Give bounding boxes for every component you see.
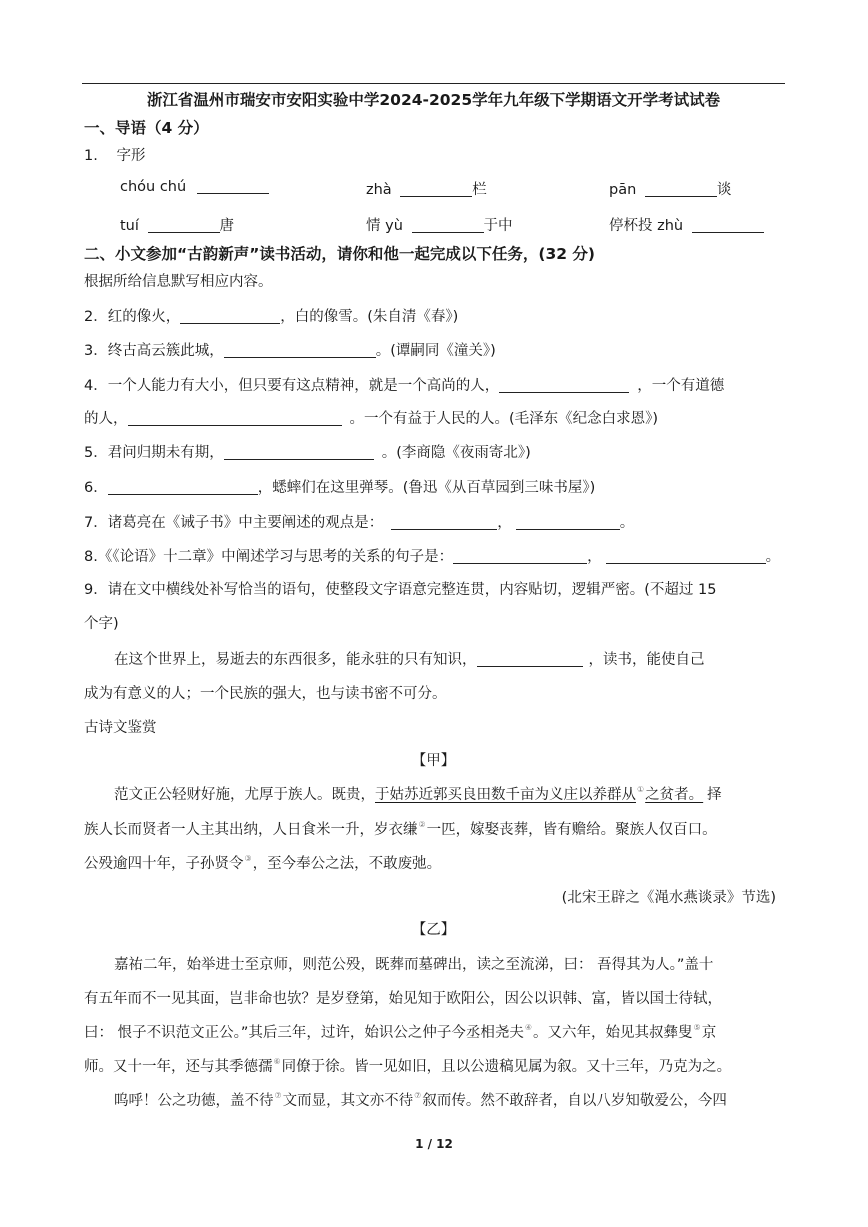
answer-blank[interactable]	[128, 410, 342, 426]
footnote-marker: ①	[637, 785, 645, 794]
q9-passage-mid: ，读书，能使自己	[588, 652, 705, 668]
yi-text: 京	[701, 1025, 717, 1041]
exam-title: 浙江省温州市瑞安市安阳实验中学2024-2025学年九年级下学期语文开学考试试卷	[146, 91, 721, 109]
q7-line	[84, 511, 634, 532]
yi-text: 师。又十一年，还与其季德孺	[84, 1059, 273, 1075]
yi-text: 呜呼！公之功德，盖不待	[114, 1093, 274, 1109]
answer-blank[interactable]	[453, 548, 587, 564]
q2-text: 2．红的像火，	[84, 309, 181, 325]
answer-blank[interactable]	[412, 217, 484, 233]
jia-text: 公殁逾四十年，子孙贤令	[84, 856, 244, 872]
yi-text: 文而显，其文亦不待	[282, 1093, 414, 1109]
pinyin-suffix: 于中	[483, 218, 513, 234]
q9-passage-1	[114, 648, 705, 669]
yi-label: 【乙】	[411, 922, 456, 938]
answer-blank[interactable]	[499, 377, 629, 393]
jia-text: 范文正公轻财好施，尤厚于族人。既贵，	[114, 787, 375, 803]
q7-sep: ，	[497, 515, 512, 531]
section-2-heading: 二、小文参加“古韵新声”读书活动，请你和他一起完成以下任务，(32 分)	[84, 245, 596, 263]
poetry-heading: 古诗文鉴赏	[84, 720, 157, 736]
q9-line-1: 9．请在文中横线处补写恰当的语句，使整段文字语意完整连贯，内容贴切，逻辑严密。(不超过 15	[84, 582, 717, 598]
jia-line-2	[84, 818, 717, 839]
answer-blank[interactable]	[391, 514, 497, 530]
q6-text: 6．	[84, 480, 108, 496]
pinyin-text: pān	[609, 182, 637, 198]
answer-blank[interactable]	[645, 181, 717, 197]
q6-text-end: ，蟋蟀们在这里弹琴。(鲁迅《从百草园到三味书屋》)	[257, 480, 596, 496]
yi-text: 。又六年，始见其叔彝叟	[533, 1025, 693, 1041]
q4-text: 4．一个人能力有大小，但只要有这点精神，就是一个高尚的人，	[84, 378, 500, 394]
q1-label: 字形	[116, 148, 146, 164]
q5-text: 5．君问归期未有期，	[84, 445, 224, 461]
jia-text: 族人长而贤者一人主其出纳，人日食米一升，岁衣缣	[84, 822, 418, 838]
q8-end: 。	[765, 549, 781, 565]
q9-line-2: 个字)	[84, 616, 119, 632]
section-2-intro: 根据所给信息默写相应内容。	[84, 274, 273, 290]
jia-source: (北宋王辟之《渑水燕谈录》节选)	[561, 890, 776, 906]
jia-line-3	[84, 852, 441, 873]
footnote-marker: ⑥	[273, 1057, 281, 1066]
pinyin-r2c3	[609, 214, 764, 235]
jia-text: 择	[707, 787, 722, 803]
pinyin-r2c1	[120, 214, 234, 235]
answer-blank[interactable]	[224, 342, 376, 358]
q7-text: 7．诸葛亮在《诫子书》中主要阐述的观点是：	[84, 515, 384, 531]
pinyin-r1c2	[366, 178, 487, 199]
q8-line	[84, 545, 780, 566]
pinyin-text: 停杯投 zhù	[609, 218, 684, 234]
pinyin-r1c3	[609, 178, 731, 199]
footnote-marker: ④	[524, 1023, 533, 1032]
pinyin-text: 情 yù	[366, 218, 403, 234]
pinyin-r2c2	[366, 214, 513, 235]
jia-underlined: 于姑苏近郭买良田数千亩为义庄以养群从	[375, 787, 636, 803]
yi-text: 同僚于徐。皆一见如旧，且以公遗稿见属为叙。又十三年，乃克为之。	[281, 1059, 732, 1075]
q3-text: 3．终古高云簇此城，	[84, 343, 224, 359]
jia-label: 【甲】	[411, 753, 456, 769]
pinyin-suffix: 谈	[716, 182, 732, 198]
yi-text: 曰： 恨子不识范文正公。”其后三年，过许，始识公之仲子今丞相尧夫	[84, 1025, 524, 1041]
pinyin-suffix: 栏	[472, 182, 487, 198]
pinyin-text: tuí	[120, 218, 139, 234]
answer-blank[interactable]	[692, 217, 764, 233]
q2-line	[84, 305, 458, 326]
jia-text: ，至今奉公之法，不敢废弛。	[252, 856, 442, 872]
footnote-marker: ⑦	[274, 1091, 282, 1100]
answer-blank[interactable]	[148, 217, 220, 233]
section-1-heading: 一、导语（4 分）	[84, 119, 209, 137]
pinyin-text: zhà	[366, 182, 392, 198]
q4-text-cont: 的人，	[84, 411, 128, 427]
answer-blank[interactable]	[516, 514, 620, 530]
header-rule	[82, 83, 785, 84]
q5-text-end: 。(李商隐《夜雨寄北》)	[381, 445, 531, 461]
yi-line-2: 有五年而不一见其面，岂非命也欤？是岁登第，始见知于欧阳公，因公以识韩、富，皆以国士待轼，	[84, 991, 722, 1007]
pinyin-r1c1	[120, 178, 269, 195]
q3-line	[84, 339, 496, 360]
q8-sep: ，	[587, 549, 602, 565]
answer-blank[interactable]	[224, 444, 374, 460]
answer-blank[interactable]	[400, 181, 472, 197]
answer-blank[interactable]	[606, 548, 766, 564]
q7-end: 。	[619, 515, 635, 531]
q4-line-1	[84, 374, 724, 395]
q4-line-2	[84, 407, 658, 428]
answer-blank[interactable]	[477, 651, 583, 667]
q2-text-end: ，白的像雪。(朱自清《春》)	[280, 309, 459, 325]
q9-passage-text: 在这个世界上，易逝去的东西很多，能永驻的只有知识，	[114, 652, 477, 668]
footnote-marker: ②	[418, 820, 426, 829]
pinyin-suffix: 唐	[219, 218, 235, 234]
yi-line-5	[114, 1089, 727, 1110]
q4-text-end: 。一个有益于人民的人。(毛泽东《纪念白求恩》)	[349, 411, 659, 427]
jia-underlined: 之贫者。	[645, 787, 704, 803]
jia-text: 一匹，嫁娶丧葬，皆有赡给。聚族人仅百口。	[426, 822, 717, 838]
page-number: 1 / 12	[415, 1137, 453, 1151]
answer-blank[interactable]	[197, 178, 269, 194]
q8-text: 8.《《论语》十二章》中阐述学习与思考的关系的句子是：	[84, 549, 454, 565]
yi-line-3	[84, 1021, 716, 1042]
footnote-marker: ⑦	[414, 1091, 422, 1100]
q4-text-mid: ，一个有道德	[637, 378, 725, 394]
q1-line	[84, 144, 145, 165]
yi-text: 叙而传。然不敢辞者，自以八岁知敬爱公，今四	[422, 1093, 727, 1109]
q6-line	[84, 476, 595, 497]
q3-text-end: 。(谭嗣同《潼关》)	[375, 343, 496, 359]
yi-line-1: 嘉祐二年，始举进士至京师，则范公殁，既葬而墓碑出，读之至流涕，曰： 吾得其为人。”盖十	[114, 957, 714, 973]
jia-line-1	[114, 783, 722, 804]
yi-line-4	[84, 1055, 731, 1076]
q1-number: 1.	[84, 148, 98, 164]
answer-blank[interactable]	[180, 308, 280, 324]
q9-passage-2: 成为有意义的人；一个民族的强大，也与读书密不可分。	[84, 686, 447, 702]
q5-line	[84, 441, 531, 462]
footnote-marker: ③	[244, 854, 252, 863]
pinyin-text: chóu chú	[120, 179, 187, 195]
footnote-marker: ⑤	[693, 1023, 701, 1032]
answer-blank[interactable]	[108, 479, 258, 495]
